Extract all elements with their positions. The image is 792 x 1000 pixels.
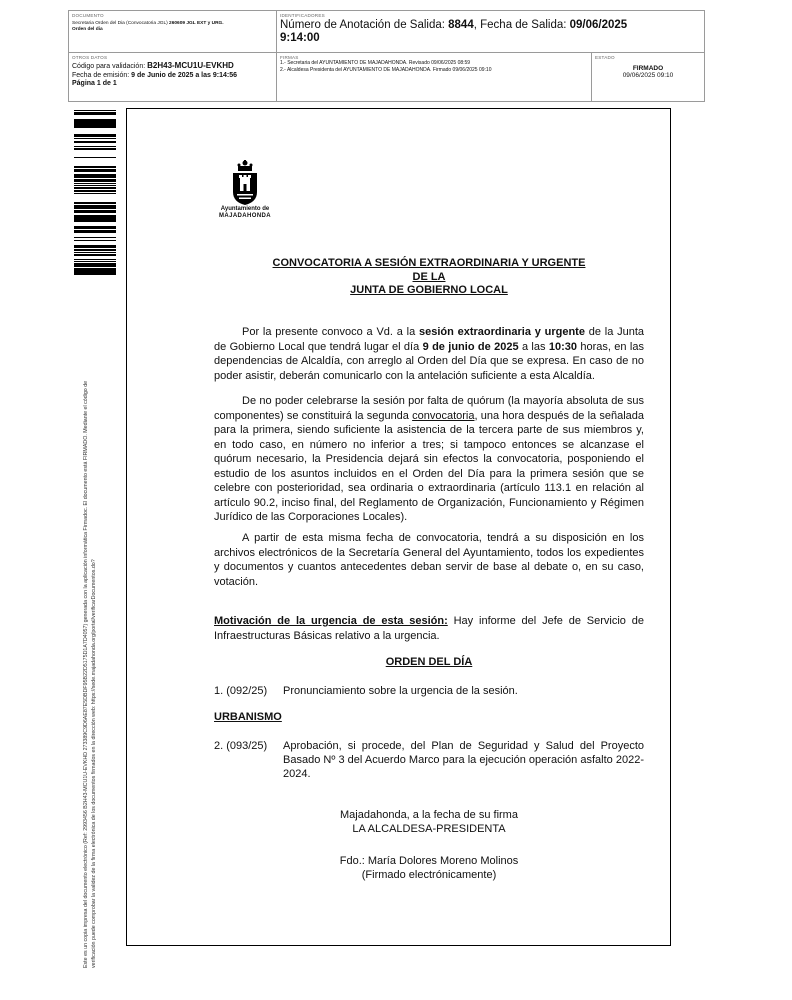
firma-2: 2.- Alcaldesa Presidenta del AYUNTAMIENTO DE MAJADAHONDA. Firmado 09/06/2025 09:10 xyxy=(280,66,492,73)
document-title xyxy=(214,257,644,298)
orden-del-dia-heading: ORDEN DEL DÍA xyxy=(385,656,473,668)
p1-g: horas, en las dependencias de Alcaldía, con arreglo al Orden del Día que se expresa. En caso de no poder asistir, deberán comunicarlo con la antelación suficiente a esta Alcaldía. xyxy=(214,340,644,382)
identificadores-label: IDENTIFICADORES xyxy=(280,13,325,18)
firma-1: 1.- Secretaria del AYUNTAMIENTO DE MAJADAHONDA. Revisado 09/06/2025 08:59 xyxy=(280,60,471,66)
documento-title-prefix: Secretaria Orden del Dia (Convocatoria JGL) xyxy=(72,21,170,26)
p1-e: a las xyxy=(518,340,549,353)
documento-title-line2: Orden del dia xyxy=(72,27,103,32)
documento-cell xyxy=(69,11,277,53)
agenda-item-1-number: 1. (092/25) xyxy=(214,685,268,697)
paragraph-archivos xyxy=(214,531,644,589)
signature-name-block xyxy=(214,854,644,882)
pagina-line: Página 1 de 1 xyxy=(72,80,117,87)
title-line1: CONVOCATORIA A SESIÓN EXTRAORDINARIA Y URGENTE xyxy=(272,257,586,269)
side-text-line2: verificación puede comprobar la validez de la firma electrónica de los documentos firmados en la dirección web: https://sede.majadahonda.org/portal/verificarDocumentos.do? xyxy=(91,559,97,968)
firmas-label: FIRMAS xyxy=(280,55,299,60)
p2-a: De no poder celebrarse la sesión por falta de quórum (la mayoría absoluta de sus componentes) se constituirá la segunda xyxy=(214,395,644,422)
anotacion-date: 09/06/2025 xyxy=(569,19,628,31)
title-line2: DE LA xyxy=(412,270,446,283)
document-header-table xyxy=(68,10,705,102)
coat-of-arms-icon xyxy=(230,160,260,206)
identificadores-cell xyxy=(277,11,704,53)
paragraph-convocatoria xyxy=(214,325,644,383)
validacion-prefix: Código para validación: xyxy=(72,63,148,70)
anotacion-number: 8844 xyxy=(448,19,474,31)
estado-value: FIRMADO xyxy=(632,65,664,72)
motivacion-text: Hay informe del Jefe de Servicio de Infraestructuras Básicas relativo a la urgencia. xyxy=(214,615,644,642)
documento-title-bold: 260609 JGL EXT y URG. xyxy=(169,21,224,26)
title-line3: JUNTA DE GOBIERNO LOCAL xyxy=(350,284,508,296)
agenda-item-2-number: 2. (093/25) xyxy=(214,740,268,752)
logo-line2: MAJADAHONDA xyxy=(218,213,272,219)
section-urbanismo: URBANISMO xyxy=(214,711,282,723)
p2-c: , una hora después de la señalada para la primera, siendo suficiente la asistencia de la tercera parte de sus miembros y, en todo caso, en número no inferior a tres; si tampoco entonces se alcanzase el quórum necesario, la Presidencia dejará sin efectos la convocatoria, posponiendo el estudio de los asuntos incluidos en el Orden del Día para la primera sesión que se celebre con posterioridad, sea ordinaria o extraordinaria (artículo 113.1 en relación al artículo 90.2, inciso final, del Reglamento de Organización, Funcionamiento y Régimen Jurídico de las Corporaciones Locales). xyxy=(214,409,644,523)
emision-line xyxy=(72,72,273,81)
p1-date: 9 de junio de 2025 xyxy=(422,340,519,353)
p3-text: A partir de esta misma fecha de convocatoria, tendrá a su disposición en los archivos electrónicos de la Secretaría General del Ayuntamiento, todos los expedientes y documentos y cuantos antecedentes deban servir de base al debate o, en su caso, votación. xyxy=(214,532,644,588)
p1-a: Por la presente convoco a Vd. a la xyxy=(242,326,419,338)
p1-time: 10:30 xyxy=(548,340,577,353)
anotacion-time: 9:14:00 xyxy=(280,32,320,44)
p2-convocatoria: convocatoria xyxy=(412,409,475,422)
firmas-cell xyxy=(277,53,592,101)
signature-name: Fdo.: María Dolores Moreno Molinos xyxy=(339,855,519,867)
documento-title xyxy=(72,21,273,33)
verification-side-text xyxy=(82,308,98,968)
validacion-line xyxy=(72,62,273,72)
signature-place-block xyxy=(214,808,644,836)
paragraph-motivacion xyxy=(214,614,644,643)
side-text-line1: Este es un copia impresa del documento electrónico (Ref: 2993456 B2H43-MCU1U-EVKHD 273389C9D6AE87E5DBDF95B22D5175D1A7D4057) generada con la aplicación informática Firmadoc. El documento está FIRMADO. Mediante el código de xyxy=(83,380,89,968)
p1-session-type: sesión extraordinaria y urgente xyxy=(418,326,585,338)
logo-line1: Ayuntamiento de xyxy=(220,206,270,212)
emision-prefix: Fecha de emisión: xyxy=(72,71,132,79)
motivacion-label: Motivación de la urgencia de esta sesión: xyxy=(214,615,448,627)
validacion-code[interactable]: B2H43-MCU1U-EVKHD xyxy=(147,61,234,70)
otros-datos-cell xyxy=(69,53,277,101)
estado-cell xyxy=(592,53,704,101)
estado-label: ESTADO xyxy=(595,55,615,60)
signature-note: (Firmado electrónicamente) xyxy=(361,869,497,881)
documento-label: DOCUMENTO xyxy=(72,13,104,18)
p1-c: de la Junta de Gobierno Local que tendrá lugar el día xyxy=(214,326,644,353)
emision-value: 9 de Junio de 2025 a las 9:14:56 xyxy=(131,71,237,79)
municipality-logo xyxy=(210,160,280,232)
signature-role: LA ALCALDESA-PRESIDENTA xyxy=(352,823,506,835)
anotacion-mid: , Fecha de Salida: xyxy=(473,19,570,31)
estado-date: 09/06/2025 09:10 xyxy=(622,72,674,79)
signature-place: Majadahonda, a la fecha de su firma xyxy=(340,809,518,821)
agenda-item-1-text: Pronunciamiento sobre la urgencia de la sesión. xyxy=(283,685,518,697)
anotacion-line xyxy=(280,19,701,45)
agenda-item-2-text: Aprobación, si procede, del Plan de Seguridad y Salud del Proyecto Basado Nº 3 del Acuerdo Marco para la ejecución operación asfalto 2022-2024. xyxy=(283,740,644,780)
barcode-icon xyxy=(74,108,116,276)
anotacion-prefix: Número de Anotación de Salida: xyxy=(280,19,449,31)
paragraph-quorum xyxy=(214,394,644,525)
otros-label: OTROS DATOS xyxy=(72,55,108,60)
